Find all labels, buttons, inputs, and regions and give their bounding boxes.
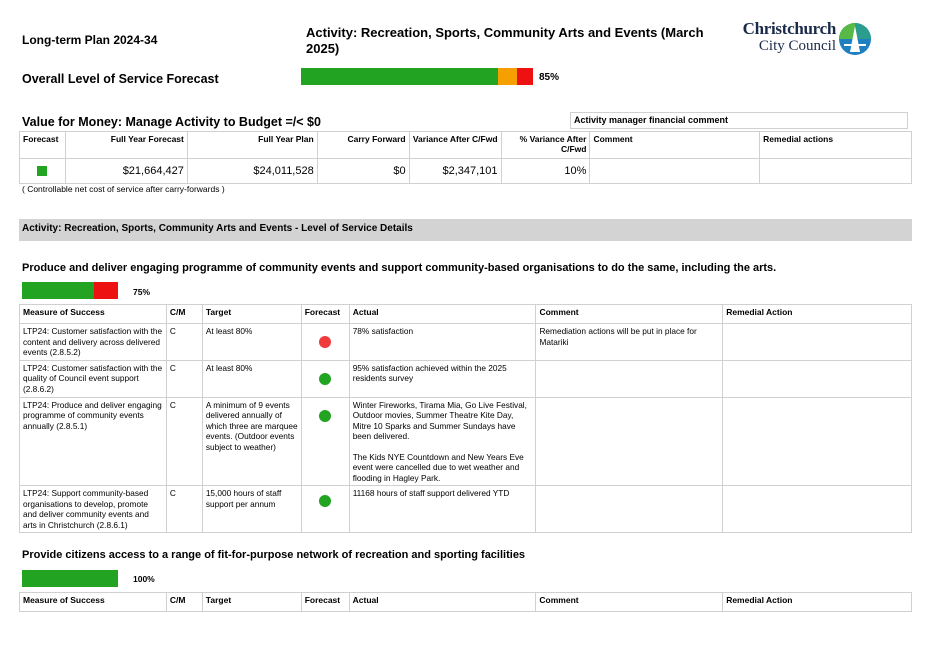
- actual-paragraph: Winter Fireworks, Tirama Mia, Go Live Festival, Outdoor movies, Summer Theatre Kite Day, Mitre 10 Sparks and Summer Sundays have been delivered.: [352, 399, 527, 441]
- table-row: [20, 324, 912, 361]
- forecast-cell: [301, 486, 349, 533]
- goal2-header-row: [20, 593, 912, 612]
- status-green-icon: [319, 495, 331, 507]
- overall-forecast-bar: [301, 68, 533, 85]
- forecast-cell: [301, 324, 349, 361]
- col-variance-after: Variance After C/Fwd: [409, 132, 501, 159]
- section-title: Activity: Recreation, Sports, Community Arts and Events - Level of Service Details: [19, 219, 912, 241]
- bar-green-segment: [22, 282, 94, 299]
- logo-line2: City Council: [758, 38, 836, 54]
- finance-table: [19, 131, 912, 184]
- target-cell: A minimum of 9 events delivered annually of which three are marquee events. (Outdoor events subject to weather): [202, 397, 301, 486]
- actual-cell: 95% satisfaction achieved within the 2025 residents survey: [349, 360, 536, 397]
- plan-title: Long-term Plan 2024-34: [22, 33, 158, 47]
- table-row: [20, 397, 912, 486]
- goal1-title: Produce and deliver engaging programme of community events and support community-based organisations to do the same, including the arts.: [22, 262, 777, 274]
- goal2-percent: 100%: [133, 574, 155, 584]
- col-cm: C/M: [166, 305, 202, 324]
- col-forecast: Forecast: [20, 132, 66, 159]
- cm-cell: C: [166, 486, 202, 533]
- col-comment: Comment: [536, 593, 723, 612]
- col-carry-forward: Carry Forward: [317, 132, 409, 159]
- council-logo: [734, 20, 874, 60]
- status-green-icon: [319, 373, 331, 385]
- col-comment: Comment: [590, 132, 760, 159]
- overall-percent: 85%: [539, 72, 560, 83]
- activity-title: Activity: Recreation, Sports, Community Arts and Events (March 2025): [306, 25, 704, 56]
- col-remedial: Remedial actions: [760, 132, 912, 159]
- status-red-icon: [319, 336, 331, 348]
- actual-cell: [349, 397, 536, 486]
- col-remedial: Remedial Action: [723, 305, 912, 324]
- actual-cell: 11168 hours of staff support delivered YTD: [349, 486, 536, 533]
- target-cell: 15,000 hours of staff support per annum: [202, 486, 301, 533]
- measure-cell: LTP24: Customer satisfaction with the quality of Council event support (2.8.6.2): [20, 360, 167, 397]
- col-cm: C/M: [166, 593, 202, 612]
- target-cell: At least 80%: [202, 360, 301, 397]
- comment-cell: [536, 360, 723, 397]
- col-target: Target: [202, 305, 301, 324]
- measure-cell: LTP24: Customer satisfaction with the content and delivery across delivered events (2.8.5.2): [20, 324, 167, 361]
- finance-comment-header: Activity manager financial comment: [570, 112, 908, 129]
- status-green-icon: [319, 410, 331, 422]
- variance-after-value: $2,347,101: [409, 159, 501, 184]
- remedial-cell: [723, 486, 912, 533]
- bar-amber-segment: [498, 68, 517, 85]
- target-cell: At least 80%: [202, 324, 301, 361]
- full-year-plan-value: $24,011,528: [187, 159, 317, 184]
- col-measure: Measure of Success: [20, 593, 167, 612]
- col-pct-variance: % Variance After C/Fwd: [501, 132, 590, 159]
- measure-cell: LTP24: Produce and deliver engaging programme of community events annually (2.8.5.1): [20, 397, 167, 486]
- col-remedial: Remedial Action: [723, 593, 912, 612]
- table-row: [20, 486, 912, 533]
- remedial-cell: [723, 360, 912, 397]
- goal2-bar: [22, 570, 118, 587]
- bar-red-segment: [517, 68, 533, 85]
- finance-title: Value for Money: Manage Activity to Budget =/< $0: [22, 115, 321, 129]
- bar-green-segment: [22, 570, 118, 587]
- col-full-year-plan: Full Year Plan: [187, 132, 317, 159]
- full-year-forecast-value: $21,664,427: [65, 159, 187, 184]
- comment-cell: Remediation actions will be put in place for Matariki: [536, 324, 723, 361]
- goal1-percent: 75%: [133, 287, 151, 297]
- goal1-table: [19, 304, 912, 533]
- bar-green-segment: [301, 68, 498, 85]
- green-square-icon: [37, 166, 47, 176]
- cm-cell: C: [166, 397, 202, 486]
- remedial-cell: [723, 397, 912, 486]
- pct-variance-value: 10%: [501, 159, 590, 184]
- forecast-cell: [301, 360, 349, 397]
- finance-note: ( Controllable net cost of service after carry-forwards ): [22, 184, 225, 194]
- cm-cell: C: [166, 324, 202, 361]
- logo-line1: Christchurch: [742, 19, 836, 38]
- goal2-title: Provide citizens access to a range of fit-for-purpose network of recreation and sporting facilities: [22, 549, 526, 561]
- cm-cell: C: [166, 360, 202, 397]
- cathedral-icon: [838, 22, 872, 56]
- actual-paragraph: The Kids NYE Countdown and New Years Eve event were cancelled due to wet weather and flooding in Hagley Park.: [352, 451, 524, 483]
- col-target: Target: [202, 593, 301, 612]
- bar-red-segment: [94, 282, 118, 299]
- comment-cell: [536, 397, 723, 486]
- col-full-year-forecast: Full Year Forecast: [65, 132, 187, 159]
- comment-value: [590, 159, 760, 184]
- carry-forward-value: $0: [317, 159, 409, 184]
- col-forecast: Forecast: [301, 593, 349, 612]
- col-forecast: Forecast: [301, 305, 349, 324]
- remedial-value: [760, 159, 912, 184]
- col-actual: Actual: [349, 593, 536, 612]
- table-row: [20, 360, 912, 397]
- col-comment: Comment: [536, 305, 723, 324]
- remedial-cell: [723, 324, 912, 361]
- col-actual: Actual: [349, 305, 536, 324]
- goal1-bar: [22, 282, 118, 299]
- col-measure: Measure of Success: [20, 305, 167, 324]
- measure-cell: LTP24: Support community-based organisations to develop, promote and deliver community events and arts in Christchurch (2.8.6.1): [20, 486, 167, 533]
- forecast-cell: [301, 397, 349, 486]
- goal1-header-row: [20, 305, 912, 324]
- overall-forecast-label: Overall Level of Service Forecast: [22, 72, 219, 86]
- finance-header-row: [20, 132, 912, 159]
- goal2-table: [19, 592, 912, 612]
- forecast-cell: [20, 159, 66, 184]
- actual-cell: 78% satisfaction: [349, 324, 536, 361]
- finance-row: [20, 159, 912, 184]
- comment-cell: [536, 486, 723, 533]
